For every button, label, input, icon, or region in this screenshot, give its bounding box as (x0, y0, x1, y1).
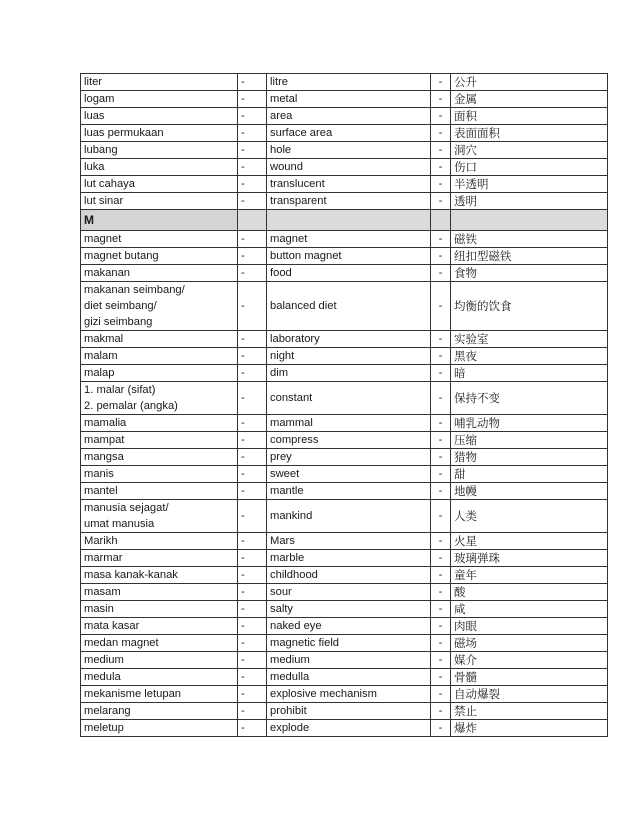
separator-dash: - (238, 142, 267, 159)
glossary-row (81, 550, 608, 567)
glossary-row (81, 686, 608, 703)
separator-dash: - (431, 125, 451, 142)
chinese-term: 黑夜 (451, 348, 608, 365)
separator-dash: - (431, 382, 451, 415)
english-term: litre (267, 74, 431, 91)
separator-dash: - (431, 500, 451, 533)
section-fill (267, 210, 431, 231)
malay-term: mamalia (81, 415, 238, 432)
malay-term: logam (81, 91, 238, 108)
chinese-term: 猎物 (451, 449, 608, 466)
glossary-row (81, 618, 608, 635)
glossary-row (81, 533, 608, 550)
chinese-term: 纽扣型磁铁 (451, 248, 608, 265)
english-term: medium (267, 652, 431, 669)
chinese-term: 咸 (451, 601, 608, 618)
separator-dash: - (238, 365, 267, 382)
separator-dash: - (238, 176, 267, 193)
malay-term: mekanisme letupan (81, 686, 238, 703)
glossary-row (81, 348, 608, 365)
separator-dash: - (238, 550, 267, 567)
malay-term: medium (81, 652, 238, 669)
english-term: translucent (267, 176, 431, 193)
chinese-term: 实验室 (451, 331, 608, 348)
malay-term: mantel (81, 483, 238, 500)
separator-dash: - (238, 248, 267, 265)
glossary-row (81, 720, 608, 737)
malay-term: magnet butang (81, 248, 238, 265)
separator-dash: - (431, 142, 451, 159)
malay-term: Marikh (81, 533, 238, 550)
english-term: explode (267, 720, 431, 737)
chinese-term: 洞穴 (451, 142, 608, 159)
chinese-term: 食物 (451, 265, 608, 282)
separator-dash: - (431, 159, 451, 176)
separator-dash: - (431, 248, 451, 265)
english-term: area (267, 108, 431, 125)
separator-dash: - (431, 331, 451, 348)
separator-dash: - (238, 331, 267, 348)
english-term: surface area (267, 125, 431, 142)
chinese-term: 火星 (451, 533, 608, 550)
separator-dash: - (238, 652, 267, 669)
chinese-term: 人类 (451, 500, 608, 533)
separator-dash: - (238, 382, 267, 415)
separator-dash: - (238, 159, 267, 176)
malay-term: luka (81, 159, 238, 176)
separator-dash: - (238, 686, 267, 703)
separator-dash: - (238, 193, 267, 210)
separator-dash: - (238, 265, 267, 282)
malay-term: marmar (81, 550, 238, 567)
english-term: metal (267, 91, 431, 108)
separator-dash: - (431, 108, 451, 125)
chinese-term: 暗 (451, 365, 608, 382)
glossary-row (81, 652, 608, 669)
english-term: food (267, 265, 431, 282)
glossary-row (81, 142, 608, 159)
chinese-term: 金属 (451, 91, 608, 108)
glossary-row (81, 500, 608, 533)
english-term: mankind (267, 500, 431, 533)
separator-dash: - (238, 500, 267, 533)
separator-dash: - (431, 635, 451, 652)
glossary-row (81, 176, 608, 193)
separator-dash: - (431, 91, 451, 108)
separator-dash: - (431, 415, 451, 432)
glossary-table (80, 73, 608, 737)
english-term: medulla (267, 669, 431, 686)
english-term: magnetic field (267, 635, 431, 652)
separator-dash: - (238, 618, 267, 635)
separator-dash: - (431, 282, 451, 331)
malay-term: masin (81, 601, 238, 618)
separator-dash: - (431, 533, 451, 550)
malay-term: medan magnet (81, 635, 238, 652)
chinese-term: 玻璃弹珠 (451, 550, 608, 567)
separator-dash: - (238, 74, 267, 91)
separator-dash: - (431, 618, 451, 635)
separator-dash: - (431, 231, 451, 248)
english-term: sour (267, 584, 431, 601)
english-term: mantle (267, 483, 431, 500)
separator-dash: - (238, 282, 267, 331)
section-letter: M (81, 210, 238, 231)
english-term: dim (267, 365, 431, 382)
chinese-term: 童年 (451, 567, 608, 584)
separator-dash: - (431, 584, 451, 601)
malay-term: meletup (81, 720, 238, 737)
separator-dash: - (238, 231, 267, 248)
chinese-term: 禁止 (451, 703, 608, 720)
malay-term: manusia sejagat/ umat manusia (81, 500, 238, 533)
glossary-row (81, 74, 608, 91)
separator-dash: - (431, 176, 451, 193)
chinese-term: 自动爆裂 (451, 686, 608, 703)
malay-term: lut cahaya (81, 176, 238, 193)
malay-term: liter (81, 74, 238, 91)
malay-term: luas (81, 108, 238, 125)
separator-dash: - (431, 74, 451, 91)
glossary-row (81, 635, 608, 652)
malay-term: masa kanak-kanak (81, 567, 238, 584)
glossary-row (81, 125, 608, 142)
malay-term: 1. malar (sifat) 2. pemalar (angka) (81, 382, 238, 415)
separator-dash: - (431, 550, 451, 567)
glossary-row (81, 365, 608, 382)
glossary-row (81, 265, 608, 282)
chinese-term: 伤口 (451, 159, 608, 176)
glossary-row (81, 193, 608, 210)
separator-dash: - (238, 432, 267, 449)
glossary-row (81, 415, 608, 432)
malay-term: lubang (81, 142, 238, 159)
malay-term: magnet (81, 231, 238, 248)
english-term: prey (267, 449, 431, 466)
malay-term: mampat (81, 432, 238, 449)
separator-dash: - (431, 703, 451, 720)
separator-dash: - (431, 686, 451, 703)
section-header-group (81, 210, 608, 231)
separator-dash: - (238, 466, 267, 483)
separator-dash: - (238, 703, 267, 720)
separator-dash: - (431, 601, 451, 618)
section-fill (431, 210, 451, 231)
glossary-body-l (81, 74, 608, 210)
chinese-term: 表面面积 (451, 125, 608, 142)
glossary-row (81, 669, 608, 686)
malay-term: malam (81, 348, 238, 365)
chinese-term: 甜 (451, 466, 608, 483)
separator-dash: - (431, 365, 451, 382)
glossary-row (81, 703, 608, 720)
section-header-row (81, 210, 608, 231)
chinese-term: 均衡的饮食 (451, 282, 608, 331)
separator-dash: - (238, 415, 267, 432)
english-term: button magnet (267, 248, 431, 265)
english-term: night (267, 348, 431, 365)
separator-dash: - (431, 720, 451, 737)
chinese-term: 保持不变 (451, 382, 608, 415)
chinese-term: 磁场 (451, 635, 608, 652)
section-fill (238, 210, 267, 231)
english-term: mammal (267, 415, 431, 432)
malay-term: masam (81, 584, 238, 601)
glossary-row (81, 567, 608, 584)
separator-dash: - (238, 584, 267, 601)
chinese-term: 肉眼 (451, 618, 608, 635)
chinese-term: 压缩 (451, 432, 608, 449)
glossary-row (81, 248, 608, 265)
separator-dash: - (431, 193, 451, 210)
english-term: explosive mechanism (267, 686, 431, 703)
separator-dash: - (431, 432, 451, 449)
glossary-body-m (81, 231, 608, 737)
chinese-term: 公升 (451, 74, 608, 91)
chinese-term: 磁铁 (451, 231, 608, 248)
glossary-row (81, 466, 608, 483)
malay-term: makanan (81, 265, 238, 282)
glossary-row (81, 584, 608, 601)
glossary-row (81, 231, 608, 248)
glossary-row (81, 331, 608, 348)
malay-term: mata kasar (81, 618, 238, 635)
separator-dash: - (238, 125, 267, 142)
separator-dash: - (238, 567, 267, 584)
english-term: childhood (267, 567, 431, 584)
english-term: Mars (267, 533, 431, 550)
chinese-term: 哺乳动物 (451, 415, 608, 432)
glossary-row (81, 432, 608, 449)
chinese-term: 面积 (451, 108, 608, 125)
separator-dash: - (431, 652, 451, 669)
separator-dash: - (238, 601, 267, 618)
glossary-row (81, 483, 608, 500)
malay-term: makanan seimbang/ diet seimbang/ gizi seimbang (81, 282, 238, 331)
english-term: magnet (267, 231, 431, 248)
malay-term: malap (81, 365, 238, 382)
chinese-term: 媒介 (451, 652, 608, 669)
english-term: compress (267, 432, 431, 449)
chinese-term: 半透明 (451, 176, 608, 193)
separator-dash: - (431, 669, 451, 686)
separator-dash: - (238, 635, 267, 652)
english-term: laboratory (267, 331, 431, 348)
english-term: sweet (267, 466, 431, 483)
glossary-row (81, 449, 608, 466)
separator-dash: - (431, 348, 451, 365)
english-term: hole (267, 142, 431, 159)
malay-term: makmal (81, 331, 238, 348)
separator-dash: - (238, 449, 267, 466)
malay-term: manis (81, 466, 238, 483)
glossary-row (81, 159, 608, 176)
english-term: naked eye (267, 618, 431, 635)
glossary-row (81, 601, 608, 618)
chinese-term: 酸 (451, 584, 608, 601)
section-fill (451, 210, 608, 231)
separator-dash: - (431, 466, 451, 483)
malay-term: mangsa (81, 449, 238, 466)
chinese-term: 爆炸 (451, 720, 608, 737)
separator-dash: - (238, 533, 267, 550)
separator-dash: - (431, 449, 451, 466)
english-term: balanced diet (267, 282, 431, 331)
separator-dash: - (238, 483, 267, 500)
chinese-term: 骨髓 (451, 669, 608, 686)
glossary-row (81, 108, 608, 125)
separator-dash: - (431, 483, 451, 500)
separator-dash: - (238, 91, 267, 108)
separator-dash: - (238, 669, 267, 686)
separator-dash: - (431, 265, 451, 282)
separator-dash: - (238, 108, 267, 125)
english-term: salty (267, 601, 431, 618)
malay-term: medula (81, 669, 238, 686)
separator-dash: - (431, 567, 451, 584)
english-term: wound (267, 159, 431, 176)
english-term: constant (267, 382, 431, 415)
glossary-row (81, 282, 608, 331)
chinese-term: 地幔 (451, 483, 608, 500)
separator-dash: - (238, 348, 267, 365)
malay-term: melarang (81, 703, 238, 720)
english-term: marble (267, 550, 431, 567)
english-term: prohibit (267, 703, 431, 720)
english-term: transparent (267, 193, 431, 210)
malay-term: luas permukaan (81, 125, 238, 142)
glossary-row (81, 382, 608, 415)
malay-term: lut sinar (81, 193, 238, 210)
separator-dash: - (238, 720, 267, 737)
glossary-row (81, 91, 608, 108)
chinese-term: 透明 (451, 193, 608, 210)
